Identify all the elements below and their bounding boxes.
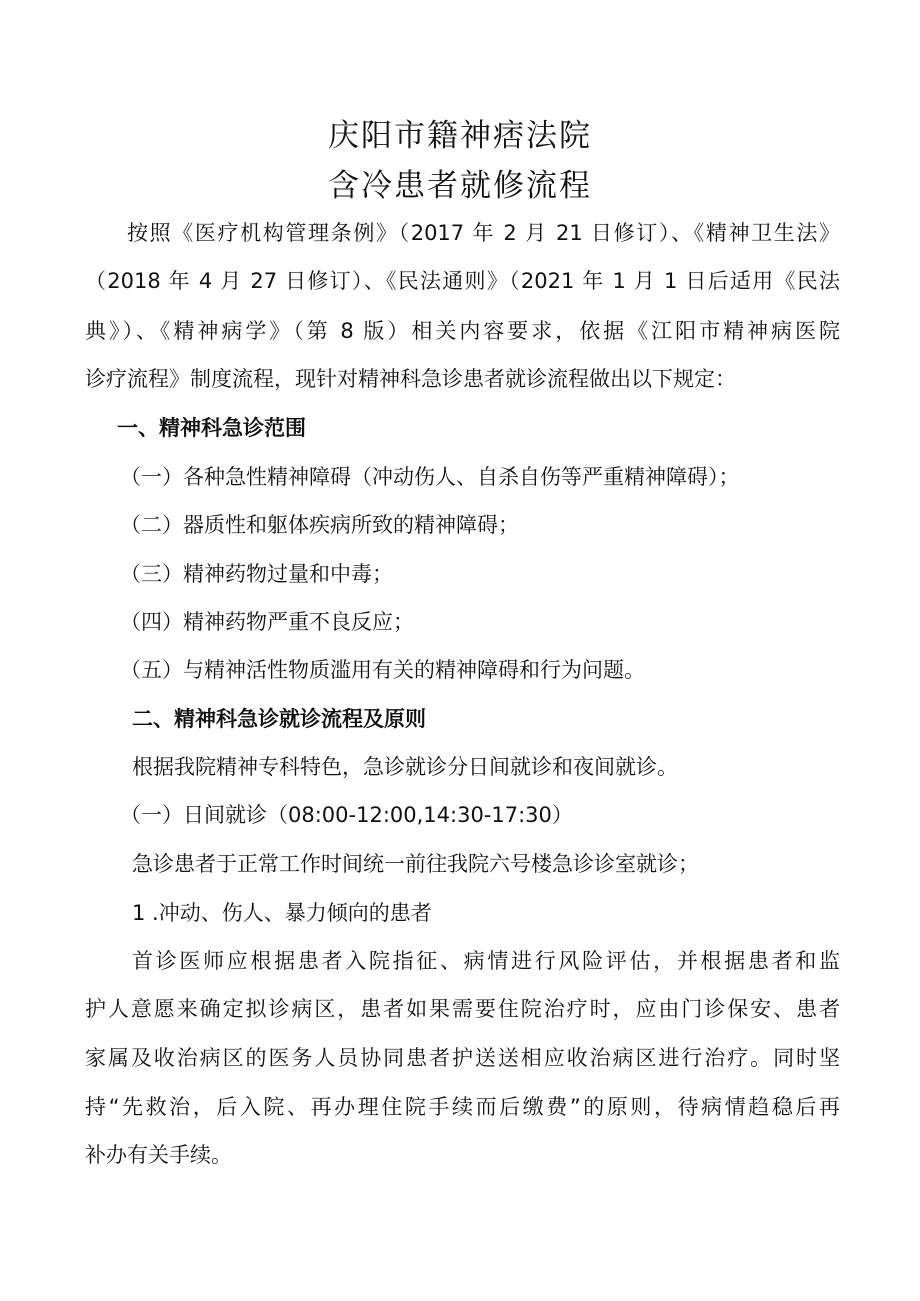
section-2-heading: 二、精神科急诊就诊流程及原则 [132, 707, 426, 731]
section-2-para-line-3: 家属及收治病区的医务人员协同患者护送送相应收治病区进行治疗。同时坚 [85, 1046, 840, 1070]
section-2-para-line-5: 补办有关手续。 [85, 1143, 232, 1167]
section-1-item-3: （三）精神药物过量和中毒； [120, 562, 393, 586]
section-1-item-2: （二）器质性和躯体疾病所致的精神障碍； [120, 513, 519, 537]
section-2-para-line-2: 护人意愿来确定拟诊病区，患者如果需要住院治疗时，应由门诊保安、患者 [85, 997, 840, 1021]
document-title-line-1: 庆阳市籍神痞法院 [328, 118, 592, 154]
intro-line-4: 诊疗流程》制度流程，现针对精神科急诊患者就诊流程做出以下规定： [85, 367, 736, 391]
intro-line-2: （2018 年 4 月 27 日修订）、《民法通则》（2021 年 1 月 1 日后适用《民法 [85, 269, 840, 293]
intro-line-1: 按照《医疗机构管理条例》（2017 年 2 月 21 日修订）、《精神卫生法》 [127, 221, 840, 245]
intro-line-3: 典》）、《精神病学》（第 8 版）相关内容要求，依据《江阳市精神病医院 [85, 319, 840, 343]
section-1-heading: 一、精神科急诊范围 [117, 416, 306, 440]
section-1-item-4: （四）精神药物严重不良反应； [120, 610, 414, 634]
section-1-item-5: （五）与精神活性物质滥用有关的精神障碍和行为问题。 [120, 658, 645, 682]
document-title-line-2: 含冷患者就修流程 [328, 168, 592, 204]
section-2-para-line-4: 持“先救治，后入院、再办理住院手续而后缴费”的原则，待病情趋稳后再 [85, 1095, 840, 1119]
section-2-intro: 根据我院精神专科特色，急诊就诊分日间就诊和夜间就诊。 [132, 755, 678, 779]
section-2-item-1: 1 .冲动、伤人、暴力倾向的患者 [132, 901, 432, 925]
section-2-sub-1-text: 急诊患者于正常工作时间统一前往我院六号楼急诊诊室就诊； [132, 852, 699, 876]
section-2-sub-1: （一）日间就诊（08:00-12:00,14:30-17:30） [120, 803, 573, 827]
section-2-para-line-1: 首诊医师应根据患者入院指征、病情进行风险评估，并根据患者和监 [132, 949, 840, 973]
section-1-item-1: （一）各种急性精神障碍（冲动伤人、自杀自伤等严重精神障碍）； [120, 465, 740, 489]
